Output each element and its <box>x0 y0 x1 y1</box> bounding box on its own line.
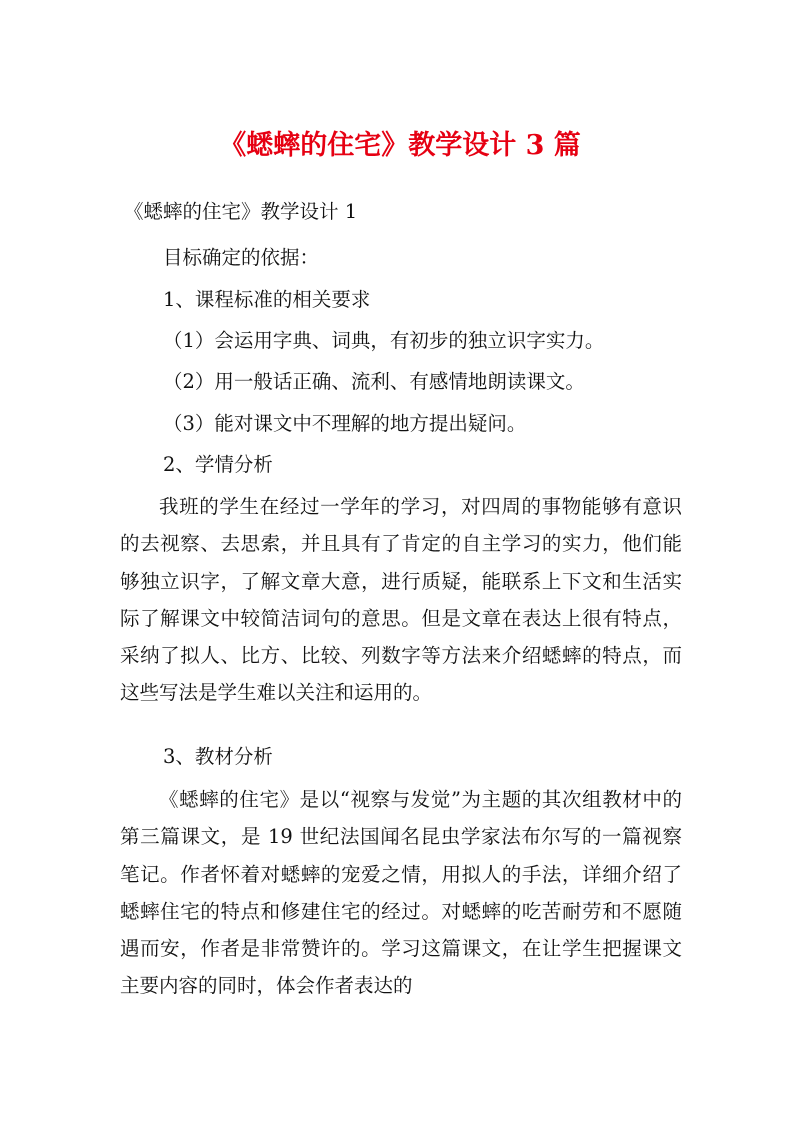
paragraph-learner-analysis: 我班的学生在经过一学年的学习，对四周的事物能够有意识的去视察、去思索，并且具有了肯定的自主学习的实力，他们能够独立识字，了解文章大意，进行质疑，能联系上下文和生活实际了解课文中较简洁词句的意思。但是文章在表达上很有特点，采纳了拟人、比方、比较、列数字等方法来介绍蟋蟀的特点，而这些写法是学生难以关注和运用的。 <box>120 495 682 705</box>
document-title: 《蟋蟀的住宅》教学设计 3 篇 <box>219 130 581 161</box>
requirement-item-1: （1）会运用字典、词典，有初步的独立识字实力。 <box>163 329 605 352</box>
requirement-item-3: （3）能对课文中不理解的地方提出疑问。 <box>163 412 527 435</box>
section-heading-learners: 2、学情分析 <box>163 453 273 476</box>
section-heading-curriculum: 1、课程标准的相关要求 <box>163 288 371 311</box>
paragraph-material-analysis: 《蟋蟀的住宅》是以“视察与发觉”为主题的其次组教材中的第三篇课文，是 19 世纪法国闻名昆虫学家法布尔写的一篇视察笔记。作者怀着对蟋蟀的宠爱之情，用拟人的手法，详细介绍了蟋蟀住宅的特点和修建住宅的经过。对蟋蟀的吃苦耐劳和不愿随遇而安，作者是非常赞许的。学习这篇课文，在让学生把握课文主要内容的同时，体会作者表达的 <box>120 788 682 998</box>
requirement-item-2: （2）用一般话正确、流利、有感情地朗读课文。 <box>163 370 585 393</box>
section-heading-material: 3、教材分析 <box>163 745 273 768</box>
basis-heading: 目标确定的依据： <box>163 246 320 269</box>
document-subtitle: 《蟋蟀的住宅》教学设计 1 <box>124 200 358 223</box>
